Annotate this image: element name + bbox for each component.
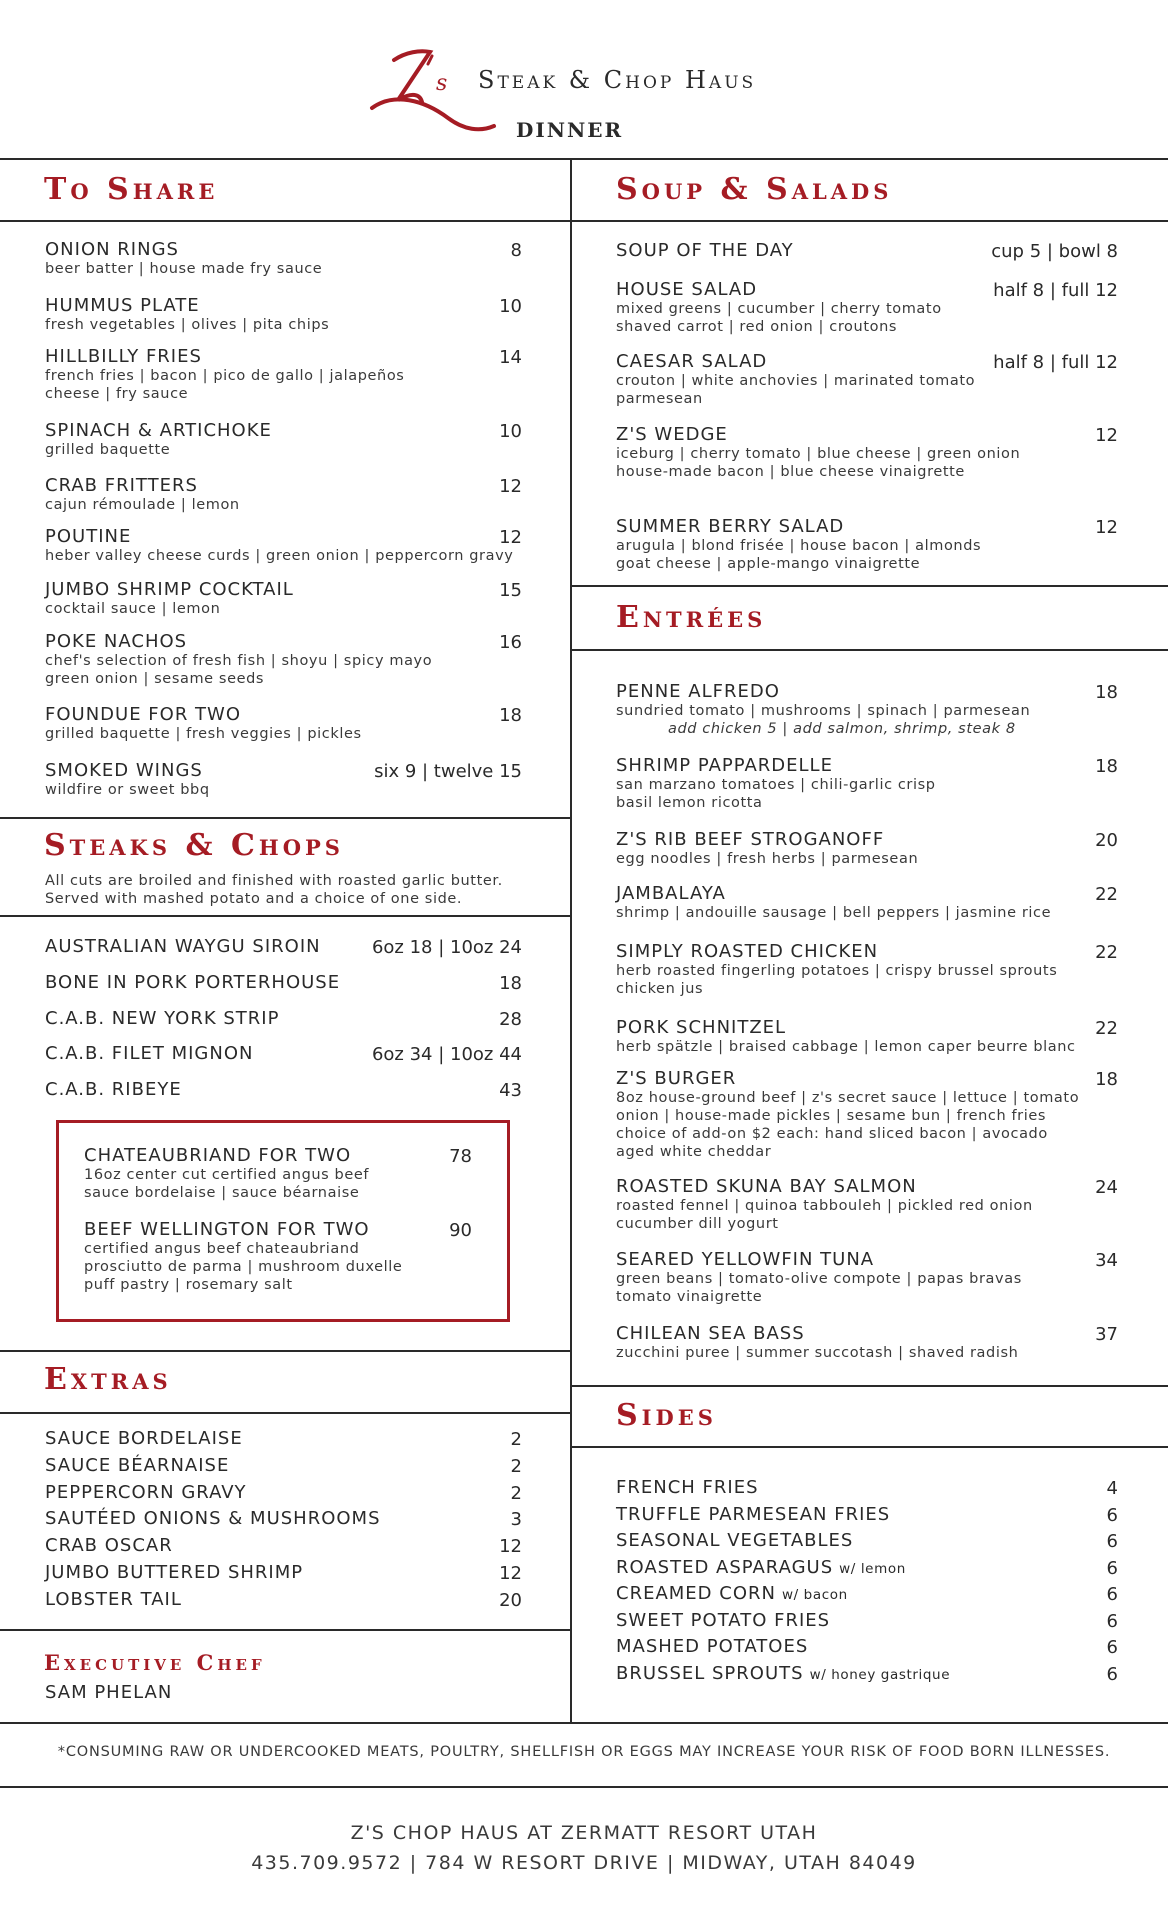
steaks-note bbox=[45, 872, 503, 908]
menu-item bbox=[45, 1536, 173, 1556]
divider bbox=[0, 817, 570, 819]
item-description: certified angus beef chateaubriand bbox=[84, 1241, 360, 1257]
item-price: 2 bbox=[510, 1429, 522, 1450]
divider bbox=[0, 158, 1168, 160]
item-price: 12 bbox=[499, 1536, 522, 1557]
item-name: SEARED YELLOWFIN TUNA bbox=[616, 1249, 875, 1270]
item-name: CRAB OSCAR bbox=[45, 1535, 173, 1556]
menu-item bbox=[45, 296, 329, 334]
column-divider bbox=[570, 158, 572, 1724]
item-description: heber valley cheese curds | green onion | peppercorn gravy bbox=[45, 548, 514, 564]
item-description: iceburg | cherry tomato | blue cheese | green onion bbox=[616, 446, 1021, 462]
item-price: 20 bbox=[1095, 830, 1118, 851]
divider bbox=[570, 649, 1168, 651]
item-name: CHATEAUBRIAND FOR TWO bbox=[84, 1145, 352, 1166]
item-price: 15 bbox=[499, 580, 522, 601]
item-name: PENNE ALFREDO bbox=[616, 681, 780, 702]
side-suffix: w/ honey gastrique bbox=[809, 1667, 951, 1683]
menu-item bbox=[45, 1080, 182, 1100]
item-price: 12 bbox=[499, 527, 522, 548]
menu-item bbox=[616, 1250, 1022, 1306]
item-name: Z'S WEDGE bbox=[616, 424, 728, 445]
extras-title: Extras bbox=[44, 1362, 172, 1397]
item-name: SIMPLY ROASTED CHICKEN bbox=[616, 941, 879, 962]
item-name: BONE IN PORK PORTERHOUSE bbox=[45, 972, 341, 993]
side-item bbox=[616, 1664, 950, 1684]
item-description: puff pastry | rosemary salt bbox=[84, 1277, 293, 1293]
side-name: BRUSSEL SPROUTS bbox=[616, 1663, 804, 1684]
entrees-title: Entrées bbox=[616, 600, 767, 635]
item-price: half 8 | full 12 bbox=[993, 280, 1118, 301]
item-price: 12 bbox=[1095, 517, 1118, 538]
item-price: 6oz 18 | 10oz 24 bbox=[371, 937, 522, 958]
menu-item bbox=[616, 1069, 1079, 1161]
brand-name: Steak & Chop Haus bbox=[478, 66, 757, 94]
item-name: C.A.B. FILET MIGNON bbox=[45, 1043, 254, 1064]
menu-item bbox=[616, 1324, 1018, 1362]
item-price: 18 bbox=[1095, 756, 1118, 777]
divider bbox=[0, 1350, 570, 1352]
menu-item bbox=[45, 580, 294, 618]
side-name: MASHED POTATOES bbox=[616, 1636, 809, 1657]
item-name: ROASTED SKUNA BAY SALMON bbox=[616, 1176, 917, 1197]
side-name: SWEET POTATO FRIES bbox=[616, 1610, 831, 1631]
item-price: 10 bbox=[499, 296, 522, 317]
menu-item bbox=[45, 1483, 247, 1503]
menu-item bbox=[616, 942, 1057, 998]
side-suffix: w/ bacon bbox=[781, 1587, 848, 1603]
item-description: aged white cheddar bbox=[616, 1144, 772, 1160]
menu-item bbox=[45, 476, 240, 514]
item-price: 34 bbox=[1095, 1250, 1118, 1271]
side-item bbox=[616, 1558, 906, 1578]
side-name: SEASONAL VEGETABLES bbox=[616, 1530, 854, 1551]
item-description: wildfire or sweet bbq bbox=[45, 782, 210, 798]
item-price: 6oz 34 | 10oz 44 bbox=[371, 1044, 522, 1065]
item-name: Z'S RIB BEEF STROGANOFF bbox=[616, 829, 885, 850]
item-name: JUMBO BUTTERED SHRIMP bbox=[45, 1562, 304, 1583]
sides-title: Sides bbox=[616, 1398, 717, 1433]
item-price: 16 bbox=[499, 632, 522, 653]
steaks-title: Steaks & Chops bbox=[44, 828, 344, 863]
item-name: SPINACH & ARTICHOKE bbox=[45, 420, 272, 441]
item-name: SUMMER BERRY SALAD bbox=[616, 516, 845, 537]
divider bbox=[0, 1629, 570, 1631]
menu-item bbox=[45, 705, 362, 743]
item-price: 78 bbox=[449, 1146, 472, 1167]
menu-item bbox=[616, 517, 981, 573]
item-description: herb spätzle | braised cabbage | lemon caper beurre blanc bbox=[616, 1039, 1076, 1055]
menu-item bbox=[45, 421, 272, 459]
item-price: 37 bbox=[1095, 1324, 1118, 1345]
item-description: french fries | bacon | pico de gallo | jalapeños bbox=[45, 368, 405, 384]
steaks-note-line: All cuts are broiled and finished with roasted garlic butter. bbox=[45, 873, 503, 889]
item-price: 2 bbox=[510, 1483, 522, 1504]
menu-type: DINNER bbox=[516, 118, 624, 142]
menu-item bbox=[616, 352, 975, 408]
venue-contact: 435.709.9572 | 784 W RESORT DRIVE | MIDWAY, UTAH 84049 bbox=[251, 1852, 917, 1874]
menu-item bbox=[45, 973, 340, 993]
item-name: CAESAR SALAD bbox=[616, 351, 768, 372]
menu-item bbox=[45, 632, 432, 688]
side-price: 6 bbox=[1106, 1637, 1118, 1658]
chef-name: SAM PHELAN bbox=[45, 1682, 173, 1703]
item-description: shrimp | andouille sausage | bell peppers | jasmine rice bbox=[616, 905, 1052, 921]
item-description: 16oz center cut certified angus beef bbox=[84, 1167, 370, 1183]
divider bbox=[0, 1412, 570, 1414]
side-item bbox=[616, 1637, 808, 1657]
item-description: herb roasted fingerling potatoes | crispy brussel sprouts bbox=[616, 963, 1058, 979]
item-description: grilled baquette | fresh veggies | pickles bbox=[45, 726, 362, 742]
menu-item bbox=[45, 1429, 243, 1449]
venue-name: Z'S CHOP HAUS AT ZERMATT RESORT UTAH bbox=[350, 1822, 818, 1844]
chef-title: Executive Chef bbox=[44, 1650, 266, 1675]
item-name: FOUNDUE FOR TWO bbox=[45, 704, 242, 725]
item-description: basil lemon ricotta bbox=[616, 795, 763, 811]
item-description: 8oz house-ground beef | z's secret sauce | lettuce | tomato bbox=[616, 1090, 1080, 1106]
item-name: ONION RINGS bbox=[45, 239, 179, 260]
menu-item bbox=[45, 1563, 303, 1583]
item-name: SAUTÉED ONIONS & MUSHROOMS bbox=[45, 1508, 381, 1529]
item-name: SAUCE BÉARNAISE bbox=[45, 1455, 230, 1476]
menu-item bbox=[616, 1018, 1076, 1056]
item-description: egg noodles | fresh herbs | parmesean bbox=[616, 851, 919, 867]
health-warning: *CONSUMING RAW OR UNDERCOOKED MEATS, POULTRY, SHELLFISH OR EGGS MAY INCREASE YOUR RISK OF FOOD BORN ILLNESSES. bbox=[57, 1744, 1111, 1760]
menu-item bbox=[616, 241, 794, 261]
item-name: LOBSTER TAIL bbox=[45, 1589, 182, 1610]
side-name: TRUFFLE PARMESEAN FRIES bbox=[616, 1504, 891, 1525]
item-description: green beans | tomato-olive compote | papas bravas bbox=[616, 1271, 1022, 1287]
side-item bbox=[616, 1478, 759, 1498]
side-price: 6 bbox=[1106, 1505, 1118, 1526]
item-price: 12 bbox=[499, 1563, 522, 1584]
menu-item bbox=[45, 937, 321, 957]
side-item bbox=[616, 1584, 848, 1604]
item-name: POKE NACHOS bbox=[45, 631, 188, 652]
item-price: 20 bbox=[499, 1590, 522, 1611]
item-name: Z'S BURGER bbox=[616, 1068, 737, 1089]
item-description: cheese | fry sauce bbox=[45, 386, 189, 402]
item-description: goat cheese | apple-mango vinaigrette bbox=[616, 556, 921, 572]
soups-title: Soup & Salads bbox=[616, 172, 893, 207]
item-price: 43 bbox=[499, 1080, 522, 1101]
item-description: choice of add-on $2 each: hand sliced bacon | avocado bbox=[616, 1126, 1048, 1142]
side-item bbox=[616, 1611, 830, 1631]
menu-item bbox=[84, 1220, 402, 1294]
item-description: green onion | sesame seeds bbox=[45, 671, 265, 687]
item-description: beer batter | house made fry sauce bbox=[45, 261, 323, 277]
menu-item bbox=[616, 280, 942, 336]
item-price: cup 5 | bowl 8 bbox=[991, 241, 1118, 262]
item-price: 12 bbox=[1095, 425, 1118, 446]
item-description: prosciutto de parma | mushroom duxelle bbox=[84, 1259, 403, 1275]
divider bbox=[570, 220, 1168, 222]
item-price: 24 bbox=[1095, 1177, 1118, 1198]
item-description: grilled baquette bbox=[45, 442, 171, 458]
item-description: cocktail sauce | lemon bbox=[45, 601, 221, 617]
item-name: CRAB FRITTERS bbox=[45, 475, 198, 496]
item-price: 22 bbox=[1095, 942, 1118, 963]
menu-item bbox=[616, 682, 1030, 738]
menu-item bbox=[616, 425, 1020, 481]
item-price: 18 bbox=[499, 973, 522, 994]
item-description: arugula | blond frisée | house bacon | almonds bbox=[616, 538, 982, 554]
side-price: 6 bbox=[1106, 1584, 1118, 1605]
item-name: SHRIMP PAPPARDELLE bbox=[616, 755, 833, 776]
item-name: C.A.B. NEW YORK STRIP bbox=[45, 1008, 280, 1029]
item-price: 22 bbox=[1095, 884, 1118, 905]
divider bbox=[570, 1385, 1168, 1387]
divider bbox=[0, 915, 570, 917]
item-name: JUMBO SHRIMP COCKTAIL bbox=[45, 579, 294, 600]
item-name: SOUP OF THE DAY bbox=[616, 240, 794, 261]
item-description: sundried tomato | mushrooms | spinach | parmesean bbox=[616, 703, 1031, 719]
item-price: 22 bbox=[1095, 1018, 1118, 1039]
item-description: tomato vinaigrette bbox=[616, 1289, 763, 1305]
side-name: CREAMED CORN bbox=[616, 1583, 776, 1604]
item-name: POUTINE bbox=[45, 526, 132, 547]
menu-item bbox=[45, 240, 322, 278]
menu-item bbox=[45, 1456, 229, 1476]
side-price: 6 bbox=[1106, 1558, 1118, 1579]
item-description: cajun rémoulade | lemon bbox=[45, 497, 240, 513]
item-name: C.A.B. RIBEYE bbox=[45, 1079, 182, 1100]
side-price: 6 bbox=[1106, 1531, 1118, 1552]
side-suffix: w/ lemon bbox=[839, 1561, 906, 1577]
menu-item bbox=[45, 527, 513, 565]
side-name: ROASTED ASPARAGUS bbox=[616, 1557, 834, 1578]
item-description: chef's selection of fresh fish | shoyu | spicy mayo bbox=[45, 653, 433, 669]
item-price: half 8 | full 12 bbox=[993, 352, 1118, 373]
menu-item bbox=[84, 1146, 369, 1202]
item-name: PEPPERCORN GRAVY bbox=[45, 1482, 247, 1503]
menu-item bbox=[45, 761, 210, 799]
item-price: 8 bbox=[510, 240, 522, 261]
item-name: AUSTRALIAN WAYGU SIROIN bbox=[45, 936, 321, 957]
item-description: parmesean bbox=[616, 391, 703, 407]
menu-item bbox=[616, 756, 936, 812]
steaks-note-line: Served with mashed potato and a choice of one side. bbox=[45, 891, 463, 907]
item-price: 12 bbox=[499, 476, 522, 497]
menu-item bbox=[45, 1590, 182, 1610]
menu-item bbox=[45, 1044, 253, 1064]
menu-item bbox=[45, 1009, 279, 1029]
item-description: zucchini puree | summer succotash | shaved radish bbox=[616, 1345, 1019, 1361]
item-name: SAUCE BORDELAISE bbox=[45, 1428, 243, 1449]
item-price: 2 bbox=[510, 1456, 522, 1477]
item-name: HILLBILLY FRIES bbox=[45, 346, 202, 367]
item-description: cucumber dill yogurt bbox=[616, 1216, 779, 1232]
to-share-title: To Share bbox=[44, 172, 219, 207]
divider bbox=[0, 1722, 1168, 1724]
item-description: crouton | white anchovies | marinated tomato bbox=[616, 373, 976, 389]
item-price: six 9 | twelve 15 bbox=[374, 761, 522, 782]
item-description: mixed greens | cucumber | cherry tomato bbox=[616, 301, 942, 317]
item-price: 18 bbox=[1095, 1069, 1118, 1090]
item-price: 28 bbox=[499, 1009, 522, 1030]
side-price: 6 bbox=[1106, 1664, 1118, 1685]
item-description: shaved carrot | red onion | croutons bbox=[616, 319, 898, 335]
menu-item bbox=[616, 1177, 1033, 1233]
item-addon: add chicken 5 | add salmon, shrimp, steak 8 bbox=[668, 721, 1016, 737]
item-name: SMOKED WINGS bbox=[45, 760, 203, 781]
menu-item bbox=[616, 830, 918, 868]
item-description: san marzano tomatoes | chili-garlic crisp bbox=[616, 777, 936, 793]
item-name: PORK SCHNITZEL bbox=[616, 1017, 787, 1038]
item-price: 3 bbox=[510, 1509, 522, 1530]
item-name: CHILEAN SEA BASS bbox=[616, 1323, 805, 1344]
item-description: house-made bacon | blue cheese vinaigrette bbox=[616, 464, 965, 480]
item-price: 18 bbox=[499, 705, 522, 726]
divider bbox=[0, 220, 570, 222]
item-description: chicken jus bbox=[616, 981, 704, 997]
divider bbox=[570, 1446, 1168, 1448]
item-name: HOUSE SALAD bbox=[616, 279, 758, 300]
divider bbox=[570, 585, 1168, 587]
divider bbox=[0, 1786, 1168, 1788]
item-name: BEEF WELLINGTON FOR TWO bbox=[84, 1219, 370, 1240]
item-description: roasted fennel | quinoa tabbouleh | pickled red onion bbox=[616, 1198, 1033, 1214]
svg-text:s: s bbox=[436, 71, 448, 96]
menu-item bbox=[45, 1509, 381, 1529]
side-name: FRENCH FRIES bbox=[616, 1477, 759, 1498]
item-name: JAMBALAYA bbox=[616, 883, 726, 904]
item-price: 18 bbox=[1095, 682, 1118, 703]
side-item bbox=[616, 1531, 853, 1551]
item-price: 14 bbox=[499, 347, 522, 368]
item-price: 90 bbox=[449, 1220, 472, 1241]
side-item bbox=[616, 1505, 890, 1525]
item-description: fresh vegetables | olives | pita chips bbox=[45, 317, 330, 333]
side-price: 4 bbox=[1106, 1478, 1118, 1499]
side-price: 6 bbox=[1106, 1611, 1118, 1632]
menu-header bbox=[0, 0, 1168, 158]
menu-item bbox=[45, 347, 404, 403]
item-description: onion | house-made pickles | sesame bun | french fries bbox=[616, 1108, 1047, 1124]
menu-item bbox=[616, 884, 1051, 922]
item-description: sauce bordelaise | sauce béarnaise bbox=[84, 1185, 360, 1201]
item-name: HUMMUS PLATE bbox=[45, 295, 200, 316]
item-price: 10 bbox=[499, 421, 522, 442]
